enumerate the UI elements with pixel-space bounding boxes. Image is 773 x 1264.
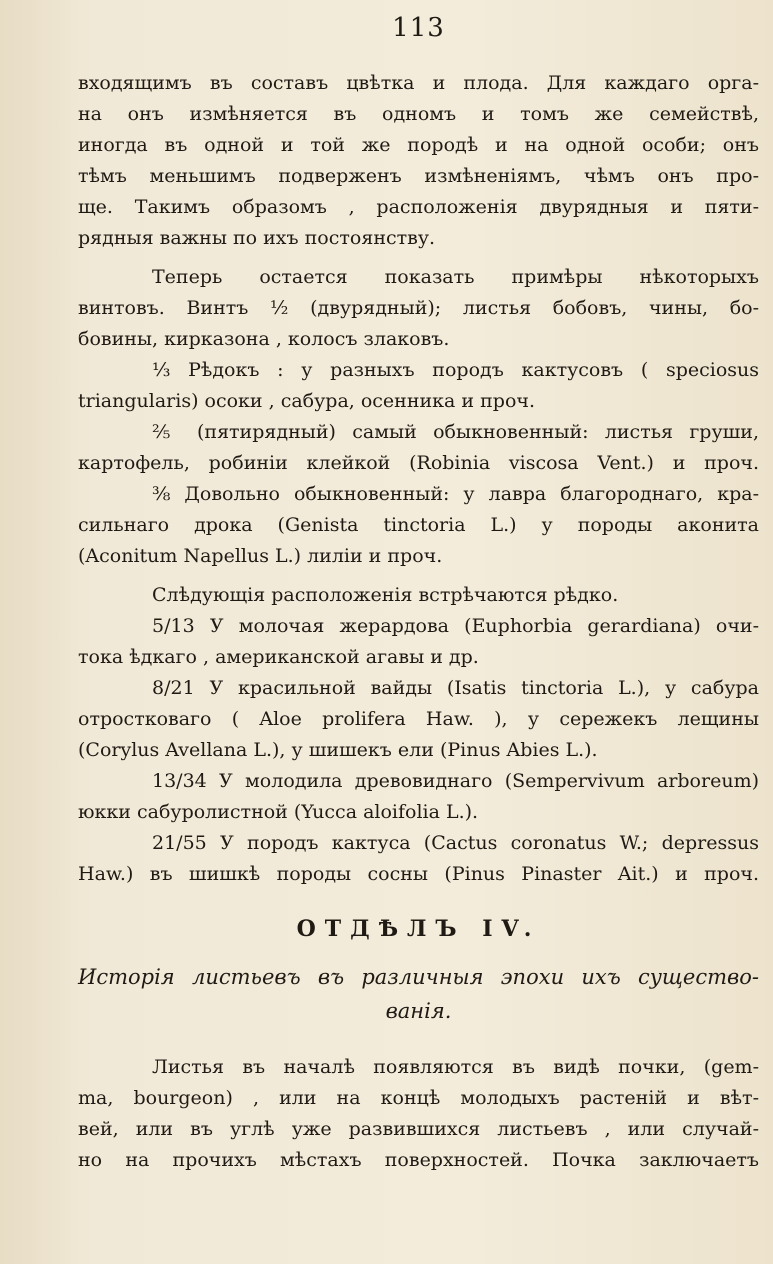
page-number: 113 bbox=[392, 13, 445, 43]
section-subtitle: Исторія листьевъ въ различныя эпохи ихъ существо- bbox=[78, 965, 759, 989]
text-line: входящимъ въ составъ цвѣтка и плода. Для каждаго орга- bbox=[78, 72, 759, 94]
text-line: ще. Такимъ образомъ , расположенія двурядныя и пяти- bbox=[78, 196, 759, 218]
text-line: иногда въ одной и той же породѣ и на одной особи; онъ bbox=[78, 134, 759, 156]
text-line: ⅜ Довольно обыкновенный: у лавра благороднаго, кра- bbox=[152, 483, 759, 505]
text-line: рядныя важны по ихъ постоянству. bbox=[78, 227, 436, 249]
text-line: 21/55 У породъ кактуса (Cactus coronatus W.; depressus bbox=[152, 832, 759, 854]
text-line: Слѣдующія расположенія встрѣчаются рѣдко. bbox=[152, 584, 619, 606]
section-heading: ОТДѢЛЪ IV. bbox=[296, 916, 541, 942]
text-line: Haw.) въ шишкѣ породы сосны (Pinus Pinaster Ait.) и проч. bbox=[78, 863, 759, 885]
text-line: 8/21 У красильной вайды (Isatis tinctoria L.), у сабура bbox=[152, 677, 759, 699]
text-line: вей, или въ углѣ уже развившихся листьевъ , или случай- bbox=[78, 1118, 759, 1140]
text-line: (Aconitum Napellus L.) лиліи и проч. bbox=[78, 545, 443, 567]
text-line: Теперь остается показать примѣры нѣкоторыхъ bbox=[152, 266, 759, 288]
text-line: triangularis) осоки , сабура, осенника и проч. bbox=[78, 390, 535, 412]
text-line: (Corylus Avellana L.), у шишекъ ели (Pinus Abies L.). bbox=[78, 739, 598, 761]
text-line: 13/34 У молодила древовиднаго (Sempervivum arboreum) bbox=[152, 770, 759, 792]
text-line: Листья въ началѣ появляются въ видѣ почки, (gem- bbox=[152, 1056, 759, 1078]
text-line: винтовъ. Винтъ ½ (двурядный); листья бобовъ, чины, бо- bbox=[78, 297, 759, 319]
section-subtitle: ванія. bbox=[385, 999, 452, 1023]
text-line: юкки сабуролистной (Yucca aloifolia L.). bbox=[78, 801, 479, 823]
text-line: тѣмъ меньшимъ подверженъ измѣненіямъ, чѣмъ онъ про- bbox=[78, 165, 759, 187]
text-line: но на прочихъ мѣстахъ поверхностей. Почка заключаетъ bbox=[78, 1149, 759, 1171]
text-line: тока ѣдкаго , американской агавы и др. bbox=[78, 646, 479, 668]
text-line: 5/13 У молочая жерардова (Euphorbia gerardiana) очи- bbox=[152, 615, 759, 637]
text-line: сильнаго дрока (Genista tinctoria L.) у породы аконита bbox=[78, 514, 759, 536]
text-line: отростковаго ( Aloe prolifera Haw. ), у сережекъ лещины bbox=[78, 708, 759, 730]
text-line: бовины, кирказона , колосъ злаковъ. bbox=[78, 328, 450, 350]
text-line: картофель, робиніи клейкой (Robinia viscosa Vent.) и проч. bbox=[78, 452, 759, 474]
text-line: ⅓ Рѣдокъ : у разныхъ породъ кактусовъ ( speciosus bbox=[152, 359, 759, 381]
text-line: ma, bourgeon) , или на концѣ молодыхъ растеній и вѣт- bbox=[78, 1087, 759, 1109]
text-line: на онъ измѣняется въ одномъ и томъ же семействѣ, bbox=[78, 103, 759, 125]
text-line: ⅖ (пятирядный) самый обыкновенный: листья груши, bbox=[152, 421, 759, 443]
